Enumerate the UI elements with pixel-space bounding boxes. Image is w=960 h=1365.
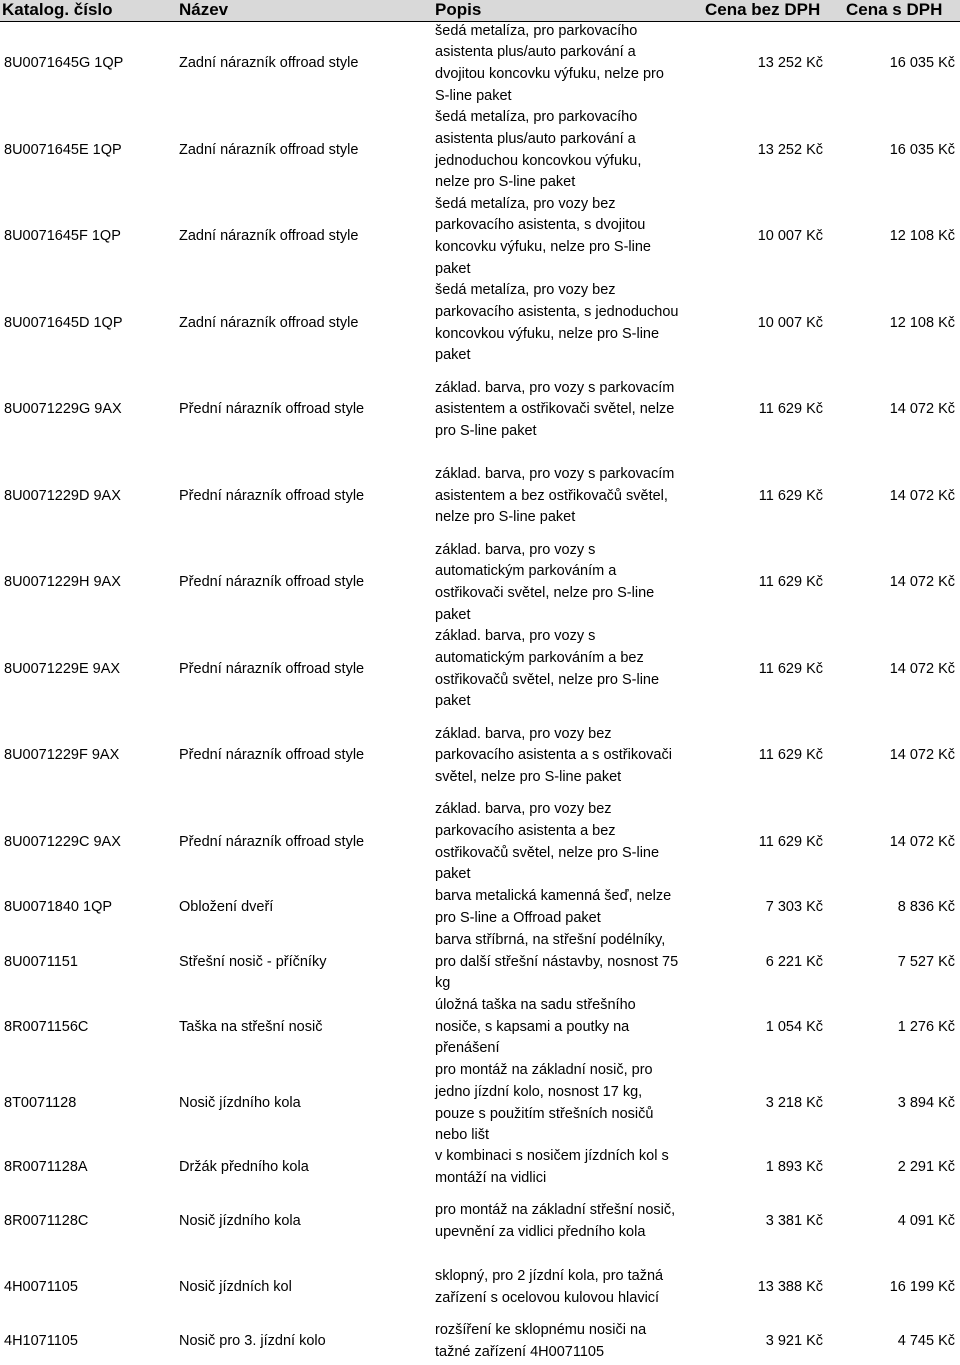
item-description (435, 453, 697, 540)
catalog-number: 8U0071840 1QP (4, 899, 113, 916)
item-description (435, 1147, 697, 1189)
item-name: Obložení dveří (179, 899, 274, 916)
catalog-number: 8U0071151 (4, 953, 78, 970)
item-description (435, 930, 697, 995)
item-name: Zadní nárazník offroad style (179, 228, 359, 245)
catalog-number: 8U0071229F 9AX (4, 747, 120, 764)
item-name: Přední nárazník offroad style (179, 574, 365, 591)
price-without-vat: 10 007 Kč (757, 314, 823, 331)
item-description (435, 1320, 697, 1364)
price-without-vat: 13 252 Kč (757, 55, 823, 72)
header-price-gross: Cena s DPH (846, 0, 943, 19)
catalog-number: 8U0071645G 1QP (4, 55, 124, 72)
price-without-vat: 7 303 Kč (765, 899, 823, 916)
table-row (0, 713, 960, 799)
item-description (435, 886, 697, 930)
price-without-vat: 13 252 Kč (757, 141, 823, 158)
price-without-vat: 6 221 Kč (765, 953, 823, 970)
table-row (0, 799, 960, 886)
item-name: Zadní nárazník offroad style (179, 314, 359, 331)
table-row (0, 930, 960, 995)
item-name: Zadní nárazník offroad style (179, 55, 359, 72)
item-name: Přední nárazník offroad style (179, 487, 365, 504)
price-with-vat: 4 745 Kč (897, 1333, 955, 1350)
price-with-vat: 14 072 Kč (889, 747, 955, 764)
table-header (0, 0, 960, 22)
catalog-number: 8U0071645F 1QP (4, 228, 121, 245)
price-with-vat: 4 091 Kč (897, 1213, 955, 1230)
item-name: Nosič pro 3. jízdní kolo (179, 1333, 326, 1350)
catalog-number: 8R0071156C (4, 1018, 89, 1035)
price-without-vat: 11 629 Kč (758, 833, 823, 850)
catalog-number: 8R0071128C (4, 1213, 89, 1230)
item-description (435, 367, 697, 453)
item-description (435, 1189, 697, 1255)
price-with-vat: 1 276 Kč (897, 1018, 955, 1035)
table-row (0, 107, 960, 194)
price-without-vat: 11 629 Kč (758, 747, 823, 764)
item-description-text: základ. barva, pro vozy s parkovacím asistentem a ostřikovači světel, nelze pro S-line paket (435, 379, 675, 439)
table-row (0, 280, 960, 367)
item-description (435, 626, 697, 713)
price-with-vat: 16 035 Kč (889, 55, 955, 72)
catalog-number: 8T0071128 (4, 1094, 77, 1111)
item-name: Zadní nárazník offroad style (179, 141, 359, 158)
item-description-text: pro montáž na základní střešní nosič, upevnění za vidlici předního kola (435, 1202, 676, 1240)
table-row (0, 1255, 960, 1320)
item-name: Přední nárazník offroad style (179, 660, 365, 677)
price-without-vat: 3 218 Kč (765, 1094, 823, 1111)
table-row (0, 1320, 960, 1364)
table-row (0, 995, 960, 1060)
item-description-text: základ. barva, pro vozy s automatickým parkováním a ostřikovači světel, nelze pro S-line paket (435, 541, 655, 623)
price-without-vat: 3 921 Kč (765, 1333, 823, 1350)
item-description-text: základ. barva, pro vozy bez parkovacího asistenta a bez ostřikovačů světel, nelze pro S-line paket (435, 801, 660, 883)
header-description: Popis (435, 0, 482, 19)
table-row (0, 367, 960, 453)
item-description (435, 1060, 697, 1147)
catalog-number: 8R0071128A (4, 1159, 88, 1176)
price-without-vat: 13 388 Kč (757, 1278, 823, 1295)
item-description-text: pro montáž na základní nosič, pro jedno jízdní kolo, nosnost 17 kg, pouze s použitím střešních nosičů nebo lišt (435, 1062, 654, 1144)
catalog-number: 8U0071645E 1QP (4, 141, 122, 158)
table-row (0, 626, 960, 713)
item-description (435, 107, 697, 194)
header-price-net: Cena bez DPH (705, 0, 821, 19)
item-name: Střešní nosič - příčníky (179, 953, 327, 970)
catalog-number: 4H0071105 (4, 1278, 78, 1295)
item-description (435, 995, 697, 1060)
item-description (435, 280, 697, 367)
item-description (435, 713, 697, 799)
price-with-vat: 3 894 Kč (897, 1094, 955, 1111)
item-description-text: šedá metalíza, pro parkovacího asistenta plus/auto parkování a dvojitou koncovku výfuku, nelze pro S-line paket (435, 22, 664, 104)
header-name: Název (179, 0, 229, 19)
catalog-number: 8U0071229C 9AX (4, 833, 121, 850)
item-description-text: základ. barva, pro vozy s automatickým parkováním a bez ostřikovačů světel, nelze pro S-line paket (435, 628, 660, 710)
item-description-text: šedá metalíza, pro vozy bez parkovacího asistenta, s dvojitou koncovku výfuku, nelze pro S-line paket (435, 195, 651, 277)
item-description-text: základ. barva, pro vozy bez parkovacího asistenta a s ostřikovači světel, nelze pro S-line paket (435, 725, 672, 785)
item-description (435, 194, 697, 280)
item-description-text: rozšíření ke sklopnému nosiči na tažné zařízení 4H0071105 (435, 1322, 647, 1360)
item-name: Přední nárazník offroad style (179, 833, 365, 850)
catalog-number: 4H1071105 (4, 1333, 78, 1350)
price-without-vat: 11 629 Kč (758, 487, 823, 504)
price-with-vat: 7 527 Kč (897, 953, 955, 970)
price-with-vat: 14 072 Kč (889, 574, 955, 591)
price-without-vat: 1 893 Kč (765, 1159, 823, 1176)
item-description (435, 799, 697, 886)
price-with-vat: 2 291 Kč (897, 1159, 955, 1176)
table-row (0, 453, 960, 540)
price-with-vat: 14 072 Kč (889, 660, 955, 677)
price-with-vat: 12 108 Kč (889, 228, 955, 245)
item-description (435, 21, 697, 107)
price-without-vat: 10 007 Kč (757, 228, 823, 245)
item-description-text: v kombinaci s nosičem jízdních kol s montáží na vidlici (435, 1148, 669, 1186)
price-with-vat: 12 108 Kč (889, 314, 955, 331)
price-without-vat: 11 629 Kč (758, 574, 823, 591)
item-description-text: základ. barva, pro vozy s parkovacím asistentem a bez ostřikovačů světel, nelze pro S-line paket (435, 466, 675, 526)
table-row (0, 194, 960, 280)
table-row (0, 1060, 960, 1147)
item-name: Přední nárazník offroad style (179, 401, 365, 418)
price-without-vat: 1 054 Kč (765, 1018, 823, 1035)
item-description-text: šedá metalíza, pro parkovacího asistenta plus/auto parkování a jednoduchou koncovkou výfuku, nelze pro S-line paket (435, 109, 642, 191)
price-with-vat: 14 072 Kč (889, 487, 955, 504)
price-without-vat: 11 629 Kč (758, 401, 823, 418)
item-name: Nosič jízdního kola (179, 1213, 301, 1230)
catalog-number: 8U0071645D 1QP (4, 314, 123, 331)
header-catalog-no: Katalog. číslo (2, 0, 113, 19)
catalog-number: 8U0071229H 9AX (4, 574, 121, 591)
catalog-number: 8U0071229D 9AX (4, 487, 121, 504)
item-name: Nosič jízdních kol (179, 1278, 292, 1295)
item-description-text: sklopný, pro 2 jízdní kola, pro tažná zařízení s ocelovou kulovou hlavicí (435, 1267, 664, 1306)
item-name: Držák předního kola (179, 1159, 309, 1176)
price-with-vat: 8 836 Kč (897, 899, 955, 916)
price-without-vat: 3 381 Kč (765, 1213, 823, 1230)
item-description-text: úložná taška na sadu střešního nosiče, s kapsami a poutky na přenášení (435, 997, 636, 1057)
item-description-text: barva stříbrná, na střešní podélníky, pro další střešní nástavby, nosnost 75 kg (435, 932, 679, 992)
item-name: Taška na střešní nosič (179, 1018, 323, 1035)
item-name: Přední nárazník offroad style (179, 747, 365, 764)
table-row (0, 540, 960, 626)
price-without-vat: 11 629 Kč (758, 660, 823, 677)
price-with-vat: 14 072 Kč (889, 401, 955, 418)
table-row (0, 1147, 960, 1189)
table-row (0, 886, 960, 930)
price-with-vat: 16 035 Kč (889, 141, 955, 158)
item-description-text: barva metalická kamenná šeď, nelze pro S-line a Offroad paket (435, 888, 672, 926)
price-with-vat: 16 199 Kč (889, 1278, 955, 1295)
catalog-number: 8U0071229G 9AX (4, 401, 122, 418)
item-description-text: šedá metalíza, pro vozy bez parkovacího asistenta, s jednoduchou koncovkou výfuku, nelze pro S-line paket (435, 282, 679, 364)
table-row (0, 1189, 960, 1255)
item-description (435, 1255, 697, 1320)
item-description (435, 540, 697, 626)
item-name: Nosič jízdního kola (179, 1094, 301, 1111)
price-with-vat: 14 072 Kč (889, 833, 955, 850)
table-row (0, 21, 960, 107)
catalog-number: 8U0071229E 9AX (4, 660, 121, 677)
